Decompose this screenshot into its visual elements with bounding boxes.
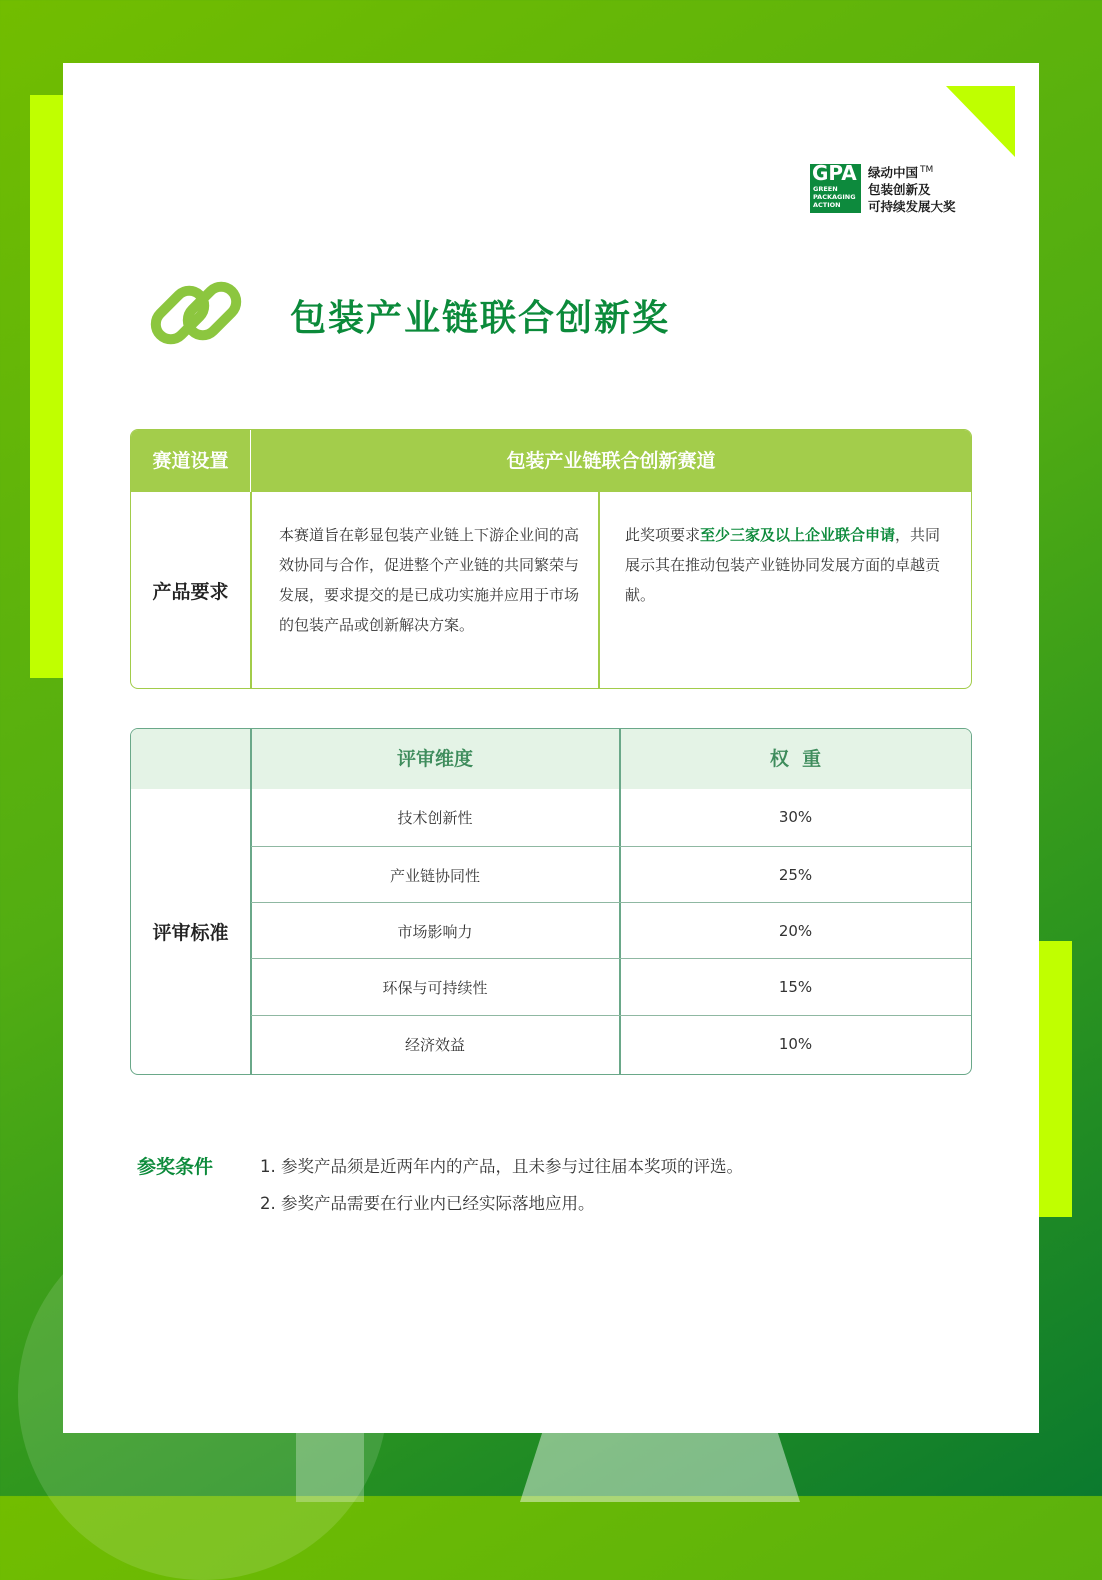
weight-cell: 10%: [778, 1035, 813, 1053]
requirement-highlight: 至少三家及以上企业联合申请: [700, 526, 896, 544]
logo-line-2: 包装创新及: [868, 182, 931, 198]
weight-cell: 20%: [778, 922, 813, 940]
track-requirement: [625, 520, 955, 610]
lime-accent-bar-right: [1039, 941, 1072, 1217]
header-weight: 权 重: [769, 748, 822, 770]
logo-line-1: 绿动中国: [868, 165, 919, 181]
weight-cell: 30%: [778, 808, 813, 826]
gpa-logo-mark: [810, 164, 861, 213]
table-divider: [598, 492, 600, 688]
weight-cell: 15%: [778, 978, 813, 996]
row-label-judging-criteria: 评审标准: [152, 922, 229, 944]
conditions-label: 参奖条件: [137, 1156, 214, 1178]
table-row: [251, 958, 971, 1015]
row-label-product-requirements: 产品要求: [152, 580, 229, 603]
logo-mark-text: GPA: [812, 164, 857, 185]
header-dimension: 评审维度: [396, 748, 473, 770]
link-icon: [148, 262, 248, 366]
lime-accent-bar-left: [30, 95, 63, 678]
logo-sub-line: GREEN: [813, 185, 838, 193]
logo-sub-line: PACKAGING: [813, 193, 856, 201]
condition-item: 1. 参奖产品须是近两年内的产品，且未参与过往届本奖项的评选。: [260, 1157, 743, 1176]
table-row: [251, 846, 971, 903]
dimension-cell: 经济效益: [404, 1035, 465, 1054]
trademark-mark: TM: [920, 165, 934, 175]
logo-line-3: 可持续发展大奖: [868, 199, 956, 215]
logo-mark-subtext: [813, 185, 856, 209]
header-label-cell: 赛道设置: [131, 430, 251, 492]
track-settings-table: [130, 429, 972, 689]
background-letter-decoration: [296, 1432, 364, 1502]
logo-wordmark: [868, 162, 956, 215]
table-divider: [250, 492, 252, 688]
dimension-cell: 市场影响力: [397, 922, 473, 941]
table-header-row: [131, 430, 971, 492]
table-row: [251, 789, 971, 845]
requirement-text: ，共同展示其在推动包装产业链协同发展方面的卓越贡献。: [625, 526, 941, 604]
page-title: 包装产业链联合创新奖: [290, 298, 671, 339]
table-row: [251, 1015, 971, 1072]
logo-sub-line: ACTION: [813, 201, 841, 209]
table-row: [251, 902, 971, 959]
track-description: 本赛道旨在彰显包装产业链上下游企业间的高效协同与合作，促进整个产业链的共同繁荣与发展，要求提交的是已成功实施并应用于市场的包装产品或创新解决方案。: [279, 526, 580, 634]
header-value-cell: 包装产业链联合创新赛道: [506, 450, 716, 472]
background-letter-decoration: [520, 1432, 800, 1502]
table-header-row: [131, 729, 971, 789]
condition-item: 2. 参奖产品需要在行业内已经实际落地应用。: [260, 1194, 595, 1213]
judging-criteria-table: [130, 728, 972, 1075]
dimension-cell: 产业链协同性: [389, 866, 480, 885]
dimension-cell: 技术创新性: [397, 808, 473, 827]
weight-cell: 25%: [778, 866, 813, 884]
requirement-text: 此奖项要求: [625, 526, 701, 544]
dimension-cell: 环保与可持续性: [382, 978, 488, 997]
